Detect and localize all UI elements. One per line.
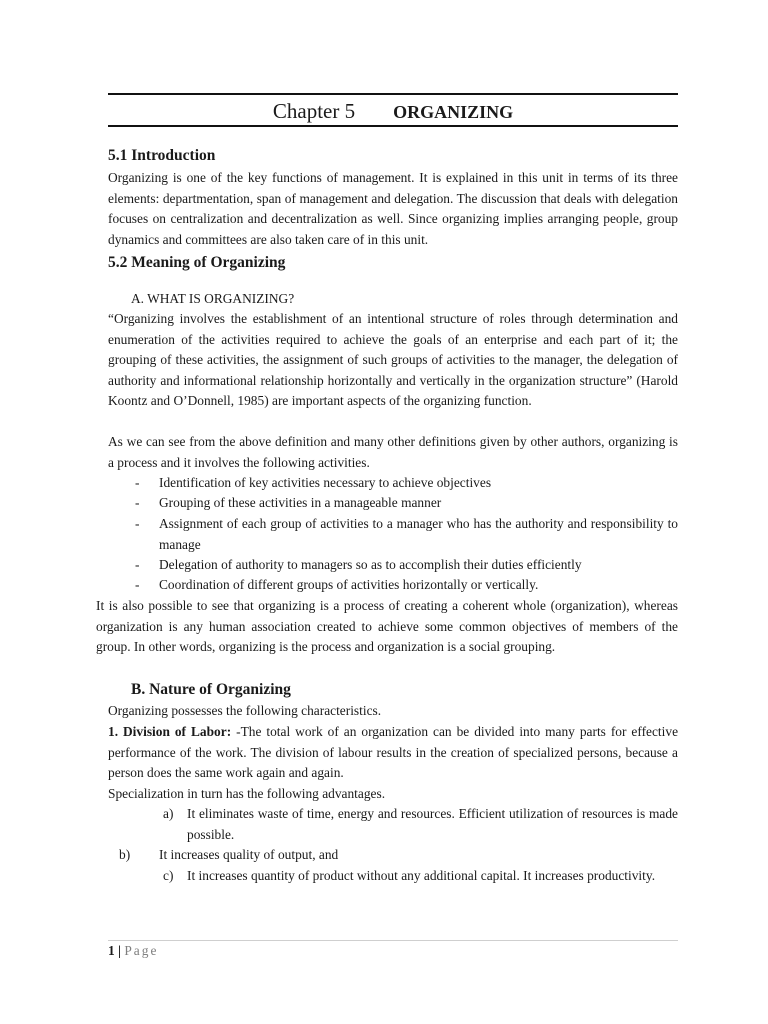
division-of-labor-paragraph (108, 722, 678, 784)
subheading-nature-of-organizing: B. Nature of Organizing (131, 681, 291, 698)
chapter-number: Chapter 5 (272, 99, 356, 123)
division-of-labor-text: -The total work of an organization can be divided into many parts for effective performance of the work. The division of labour results in the creation of specialized persons, because a person does the same work again and again. (108, 724, 679, 780)
division-of-labor-label: 1. Division of Labor: (108, 724, 232, 739)
section-heading-introduction: 5.1 Introduction (108, 147, 216, 164)
document-page: Chapter 5 ORGANIZING 5.1 Introduction Organizing is one of the key functions of management. It is explained in this unit in terms of its three elements: departmentation, span of management and delegation. The discussion that deals with delegation focuses on centralization and decentralization as well. Since organizing implies arranging people, group dynamics and committees are also taken care of in this unit. 5.2 Meaning of Organizing A. WHAT IS ORGANIZING? “Organizing involves the establishment of an intentional structure of roles through determination and enumeration of the activities required to achieve the goals of an enterprise and each part of it; the grouping of these activities, the assignment of such groups of activities to the manager, the delegation of authority and informational relationship horizontally and vertically in the organization structure” (Harold Koontz and O’Donnell, 1985) are important aspects of the organizing function. As we can see from the above definition and many other definitions given by other authors, organizing is a process and it involves the following activities. - Identification of key activities necessary to achieve objectives - Grouping of these activities in a manageable manner - Assignment of each group of activities to a manager who has the authority and responsibility to manage - Delegation of authority to managers so as to accomplish their duties efficiently - Coordination of different groups of activities horizontally or vertically. It is also possible to see that organizing is a process of creating a coherent whole (organization), whereas organization is any human association created to achieve some common objectives of members of the group. In other words, organizing is the process and organization is a social grouping. B. Nature of Organizing Organizing possesses the following characteristics. 1. Division of Labor: -The total work of an organization can be divided into many parts for effective performance of the work. The division of labour results in the creation of specialized persons, because a person does the same work again and again. Specialization in turn has the following advantages. a) It eliminates waste of time, energy and resources. Efficient utilization of resources is made possible. b) It increases quality of output, and c) It increases quantity of product without any additional capital. It increases productivity. 1 | Page (0, 0, 768, 1024)
header-bottom-rule (108, 125, 678, 127)
activities-lead: As we can see from the above definition and many other definitions given by other authors, organizing is a process and it involves the following activities. (108, 434, 678, 470)
section-heading-meaning: 5.2 Meaning of Organizing (108, 254, 286, 271)
definition-quote: “Organizing involves the establishment of an intentional structure of roles through determination and enumeration of the activities required to achieve the goals of an enterprise and each part of it; the grouping of these activities, the assignment of such groups of activities to the manager, the delegation of authority and informational relationship horizontally and vertically in the organization structure” (Harold Koontz and O’Donnell, 1985) are important aspects of the organizing function. (108, 311, 678, 408)
specialization-lead: Specialization in turn has the following advantages. (108, 786, 386, 801)
closing-paragraph: It is also possible to see that organizing is a process of creating a coherent whole (organization), whereas organization is any human association created to achieve some common objectives of members of the group. In other words, organizing is the process and organization is a social grouping. (96, 598, 678, 654)
subheading-what-is-organizing: A. WHAT IS ORGANIZING? (131, 291, 295, 306)
chapter-title (108, 97, 678, 126)
page-number: 1 (108, 943, 115, 958)
chapter-name: ORGANIZING (393, 102, 514, 122)
nature-intro: Organizing possesses the following characteristics. (108, 703, 382, 718)
footer-rule (108, 940, 678, 941)
header-top-rule (108, 93, 678, 95)
intro-paragraph: Organizing is one of the key functions of management. It is explained in this unit in terms of its three elements: departmentation, span of management and delegation. The discussion that deals with delegation focuses on centralization and decentralization as well. Since organizing implies arranging people, group dynamics and committees are also taken care of in this unit. (108, 170, 678, 247)
footer-separator: | (114, 943, 125, 958)
page-footer (108, 942, 158, 960)
page-label: Page (124, 943, 159, 958)
